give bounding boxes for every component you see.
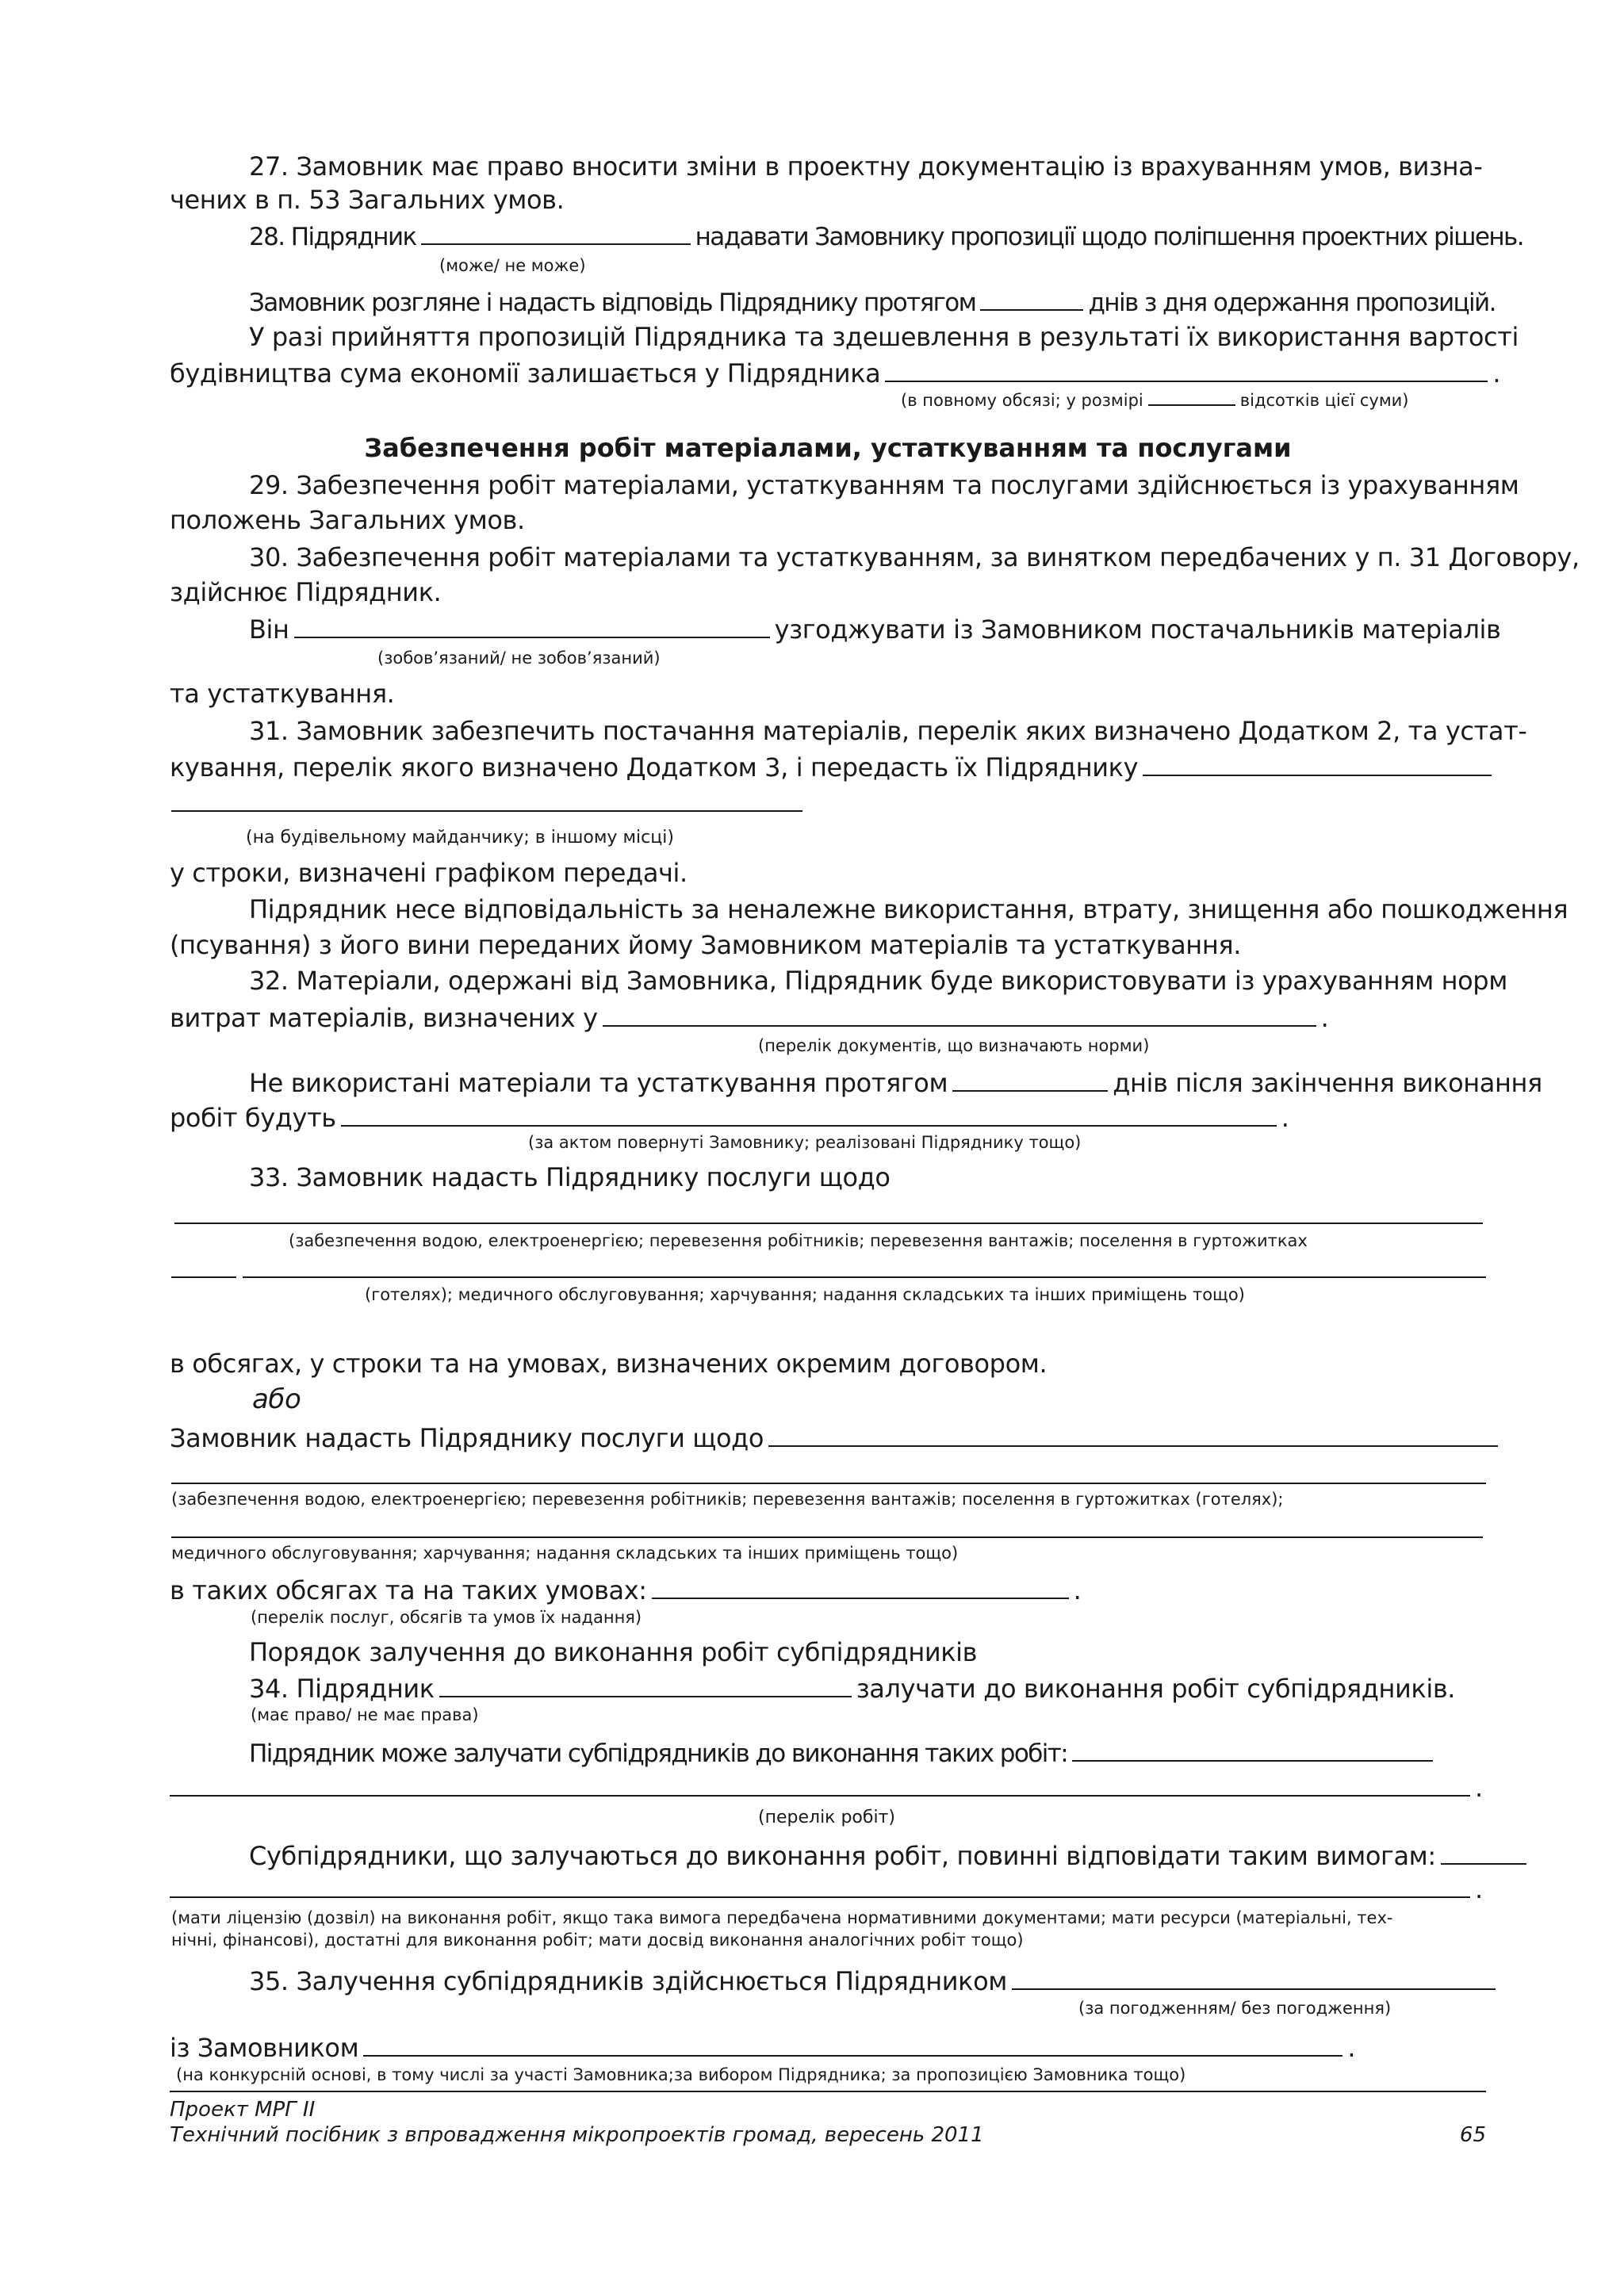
p32-note: (перелік документів, що визначають норми) (758, 1036, 1150, 1055)
p31-line4: Підрядник несе відповідальність за неналежне використання, втрату, знищення або пошкодження (249, 894, 1568, 924)
p34-line3 (170, 1839, 1531, 1872)
p28-note2-a: (в повному обсязі; у розмірі (901, 391, 1143, 410)
p30-line3-pre: Він (249, 614, 289, 645)
p34-note: (має право/ не має права) (251, 1705, 479, 1724)
p27-line1: 27. Замовник має право вносити зміни в проектну документацію із врахуванням умов, визна- (249, 151, 1483, 182)
footer-rule (170, 2091, 1486, 2092)
p33-blank2b[interactable] (243, 1276, 1486, 1278)
p35-method-blank[interactable] (363, 2031, 1342, 2057)
period: . (1347, 2033, 1356, 2063)
p33-blank2a[interactable] (171, 1276, 236, 1278)
p30-note: (зобов’язаний/ не зобов’язаний) (377, 649, 661, 668)
p33-alt-blank2[interactable] (171, 1483, 1486, 1484)
p32-line3-post: днів після закінчення виконання (1113, 1068, 1542, 1098)
p34-note2: (перелік робіт) (758, 1808, 895, 1827)
p31-line2-text: кування, перелік якого визначено Додатком 3, і передасть їх Підряднику (170, 752, 1139, 783)
p32-line4-text: робіт будуть (170, 1103, 336, 1133)
p34-req-blank[interactable] (1441, 1839, 1526, 1865)
p28-days-blank[interactable] (980, 285, 1083, 311)
p32-blank[interactable] (603, 1001, 1316, 1027)
p33-line4-text: в таких обсягах та на таких умовах: (170, 1575, 647, 1605)
p33-terms-blank[interactable] (652, 1574, 1069, 1599)
p33-or: або (252, 1383, 301, 1415)
period: . (1492, 358, 1501, 388)
p28-line2-post: днів з дня одержання пропозицій. (1088, 289, 1496, 317)
period: . (1320, 1003, 1329, 1033)
document-page (170, 0, 1580, 2296)
p35-line2-text: із Замовником (170, 2033, 359, 2063)
p29-line2: положень Загальних умов. (170, 505, 525, 535)
p33-note4: медичного обслуговування; харчування; надання складських та інших приміщень тощо) (171, 1544, 959, 1563)
p33-note3: (забезпечення водою, електроенергією; перевезення робітників; перевезення вантажів; поселення в гуртожитках (готелях); (171, 1490, 1284, 1509)
p33-note5: (перелік послуг, обсягів та умов їх надання) (251, 1608, 642, 1627)
p34-pre: 34. Підрядник (249, 1674, 435, 1704)
p28-note2 (901, 390, 1409, 411)
p30-line3-post: узгоджувати із Замовником постачальників матеріалів (774, 614, 1501, 645)
p34-req-blank2[interactable] (170, 1873, 1470, 1898)
p30-blank[interactable] (294, 613, 770, 638)
p35-note: (за погодженням/ без погодження) (1078, 1999, 1392, 2018)
p31-line3: у строки, визначені графіком передачі. (170, 858, 688, 888)
p32-line4 (170, 1101, 1289, 1134)
p33-note1: (забезпечення водою, електроенергією; перевезення робітників; перевезення вантажів; поселення в гуртожитках (289, 1231, 1308, 1250)
p29-line1: 29. Забезпечення робіт матеріалами, устаткуванням та послугами здійснюється із урахуванням (249, 470, 1519, 500)
p35-line1-text: 35. Залучення субпідрядників здійснюється Підрядником (249, 1966, 1007, 1996)
p33-line2: в обсягах, у строки та на умовах, визначених окремим договором. (170, 1349, 1048, 1379)
p31-line2 (170, 751, 1496, 783)
p28-line2 (170, 285, 1496, 319)
period: . (1475, 1874, 1483, 1904)
p28-pre: 28. Підрядник (249, 223, 416, 251)
section-title: Забезпечення робіт матеріалами, устаткуванням та послугами (364, 433, 1292, 463)
p32-note2: (за актом повернуті Замовнику; реалізовані Підряднику тощо) (528, 1133, 1082, 1152)
p32-line3-pre: Не використані матеріали та устаткування протягом (249, 1068, 948, 1098)
p33-alt-blank[interactable] (768, 1422, 1498, 1447)
page-number: 65 (1459, 2123, 1486, 2147)
p34-req-line (170, 1873, 1483, 1905)
p28-percent-blank[interactable] (1148, 390, 1235, 406)
p33-note2: (готелях); медичного обслуговування; харчування; надання складських та інших приміщень тощо) (365, 1285, 1245, 1304)
p34-post: залучати до виконання робіт субпідрядників. (856, 1674, 1456, 1704)
p32-line1: 32. Матеріали, одержані від Замовника, Підрядник буде використовувати із урахуванням норм (249, 966, 1507, 996)
p34-line1 (170, 1672, 1455, 1705)
p31-line1: 31. Замовник забезпечить постачання матеріалів, перелік яких визначено Додатком 2, та устат- (249, 716, 1527, 746)
p34-works-blank2[interactable] (170, 1771, 1470, 1797)
p33-line4 (170, 1574, 1081, 1606)
p31-note: (на будівельному майданчику; в іншому місці) (246, 828, 674, 848)
p34-line2 (170, 1736, 1438, 1770)
p28-note: (може/ не може) (439, 256, 586, 275)
p27-line2: чених в п. 53 Загальних умов. (170, 185, 565, 215)
p32-days-blank[interactable] (952, 1066, 1108, 1092)
p34-note4: нічні, фінансові), достатні для виконання робіт; мати досвід виконання аналогічних робіт тощо) (171, 1931, 1024, 1950)
p28-blank[interactable] (421, 220, 691, 245)
p35-line2 (170, 2031, 1355, 2064)
p30-line4: та устаткування. (170, 679, 395, 709)
p35-note2: (на конкурсній основі, в тому числі за участі Замовника;за вибором Підрядника; за пропозицією Замовника тощо) (176, 2065, 1186, 2084)
p35-line1 (170, 1965, 1500, 1997)
p30-line2: здійснює Підрядник. (170, 577, 442, 607)
p31-blank2[interactable] (171, 810, 802, 812)
p28-line2-pre: Замовник розгляне і надасть відповідь Підряднику протягом (249, 289, 976, 317)
p28-line4-text: будівництва сума економії залишається у Підрядника (170, 358, 881, 388)
p32-line2-text: витрат матеріалів, визначених у (170, 1003, 598, 1033)
p28-line3: У разі прийняття пропозицій Підрядника та здешевлення в результаті їх використання вартості (249, 322, 1519, 352)
p32-line3 (170, 1066, 1542, 1099)
p31-blank1[interactable] (1143, 751, 1492, 776)
p31-line5: (псування) з його вини переданих йому Замовником матеріалів та устаткування. (170, 930, 1241, 960)
p33-blank1[interactable] (174, 1223, 1483, 1224)
p34-works-line (170, 1771, 1483, 1804)
p34-note3: (мати ліцензію (дозвіл) на виконання робіт, якщо така вимога передбачена нормативними документами; мати ресурси (матеріальні, тех- (171, 1908, 1393, 1927)
p28-note2-b: відсотків цієї суми) (1239, 391, 1409, 410)
p30-line1: 30. Забезпечення робіт матеріалами та устаткуванням, за винятком передбачених у п. 31 Договору, (249, 542, 1580, 572)
p30-line3 (170, 613, 1500, 645)
p32-result-blank[interactable] (341, 1101, 1277, 1127)
p34-line2-text: Підрядник може залучати субпідрядників до виконання таких робіт: (249, 1739, 1068, 1768)
footer-project: Проект МРГ ІІ (170, 2098, 316, 2122)
footer-title: Технічний посібник з впровадження мікропроектів громад, вересень 2011 (170, 2123, 984, 2147)
period: . (1073, 1575, 1082, 1605)
p28-post: надавати Замовнику пропозиції щодо поліпшення проектних рішень. (695, 223, 1523, 251)
subcontractors-title: Порядок залучення до виконання робіт субпідрядників (249, 1637, 978, 1667)
p28-line4 (170, 357, 1500, 389)
p33-line1: 33. Замовник надасть Підряднику послуги щодо (249, 1162, 891, 1192)
p28-line1 (170, 220, 1523, 253)
period: . (1281, 1103, 1289, 1133)
period: . (1475, 1773, 1483, 1803)
p35-blank[interactable] (1012, 1965, 1496, 1990)
p33-alt-blank3[interactable] (171, 1536, 1483, 1538)
p28-economy-blank[interactable] (885, 357, 1488, 382)
p33-line3 (170, 1422, 1503, 1454)
p33-line3-text: Замовник надасть Підряднику послуги щодо (170, 1423, 764, 1453)
p34-line3-text: Субпідрядники, що залучаються до виконання робіт, повинні відповідати таким вимогам: (249, 1841, 1436, 1871)
p32-line2 (170, 1001, 1328, 1034)
p34-works-blank[interactable] (1072, 1736, 1433, 1762)
p34-blank[interactable] (439, 1672, 852, 1697)
